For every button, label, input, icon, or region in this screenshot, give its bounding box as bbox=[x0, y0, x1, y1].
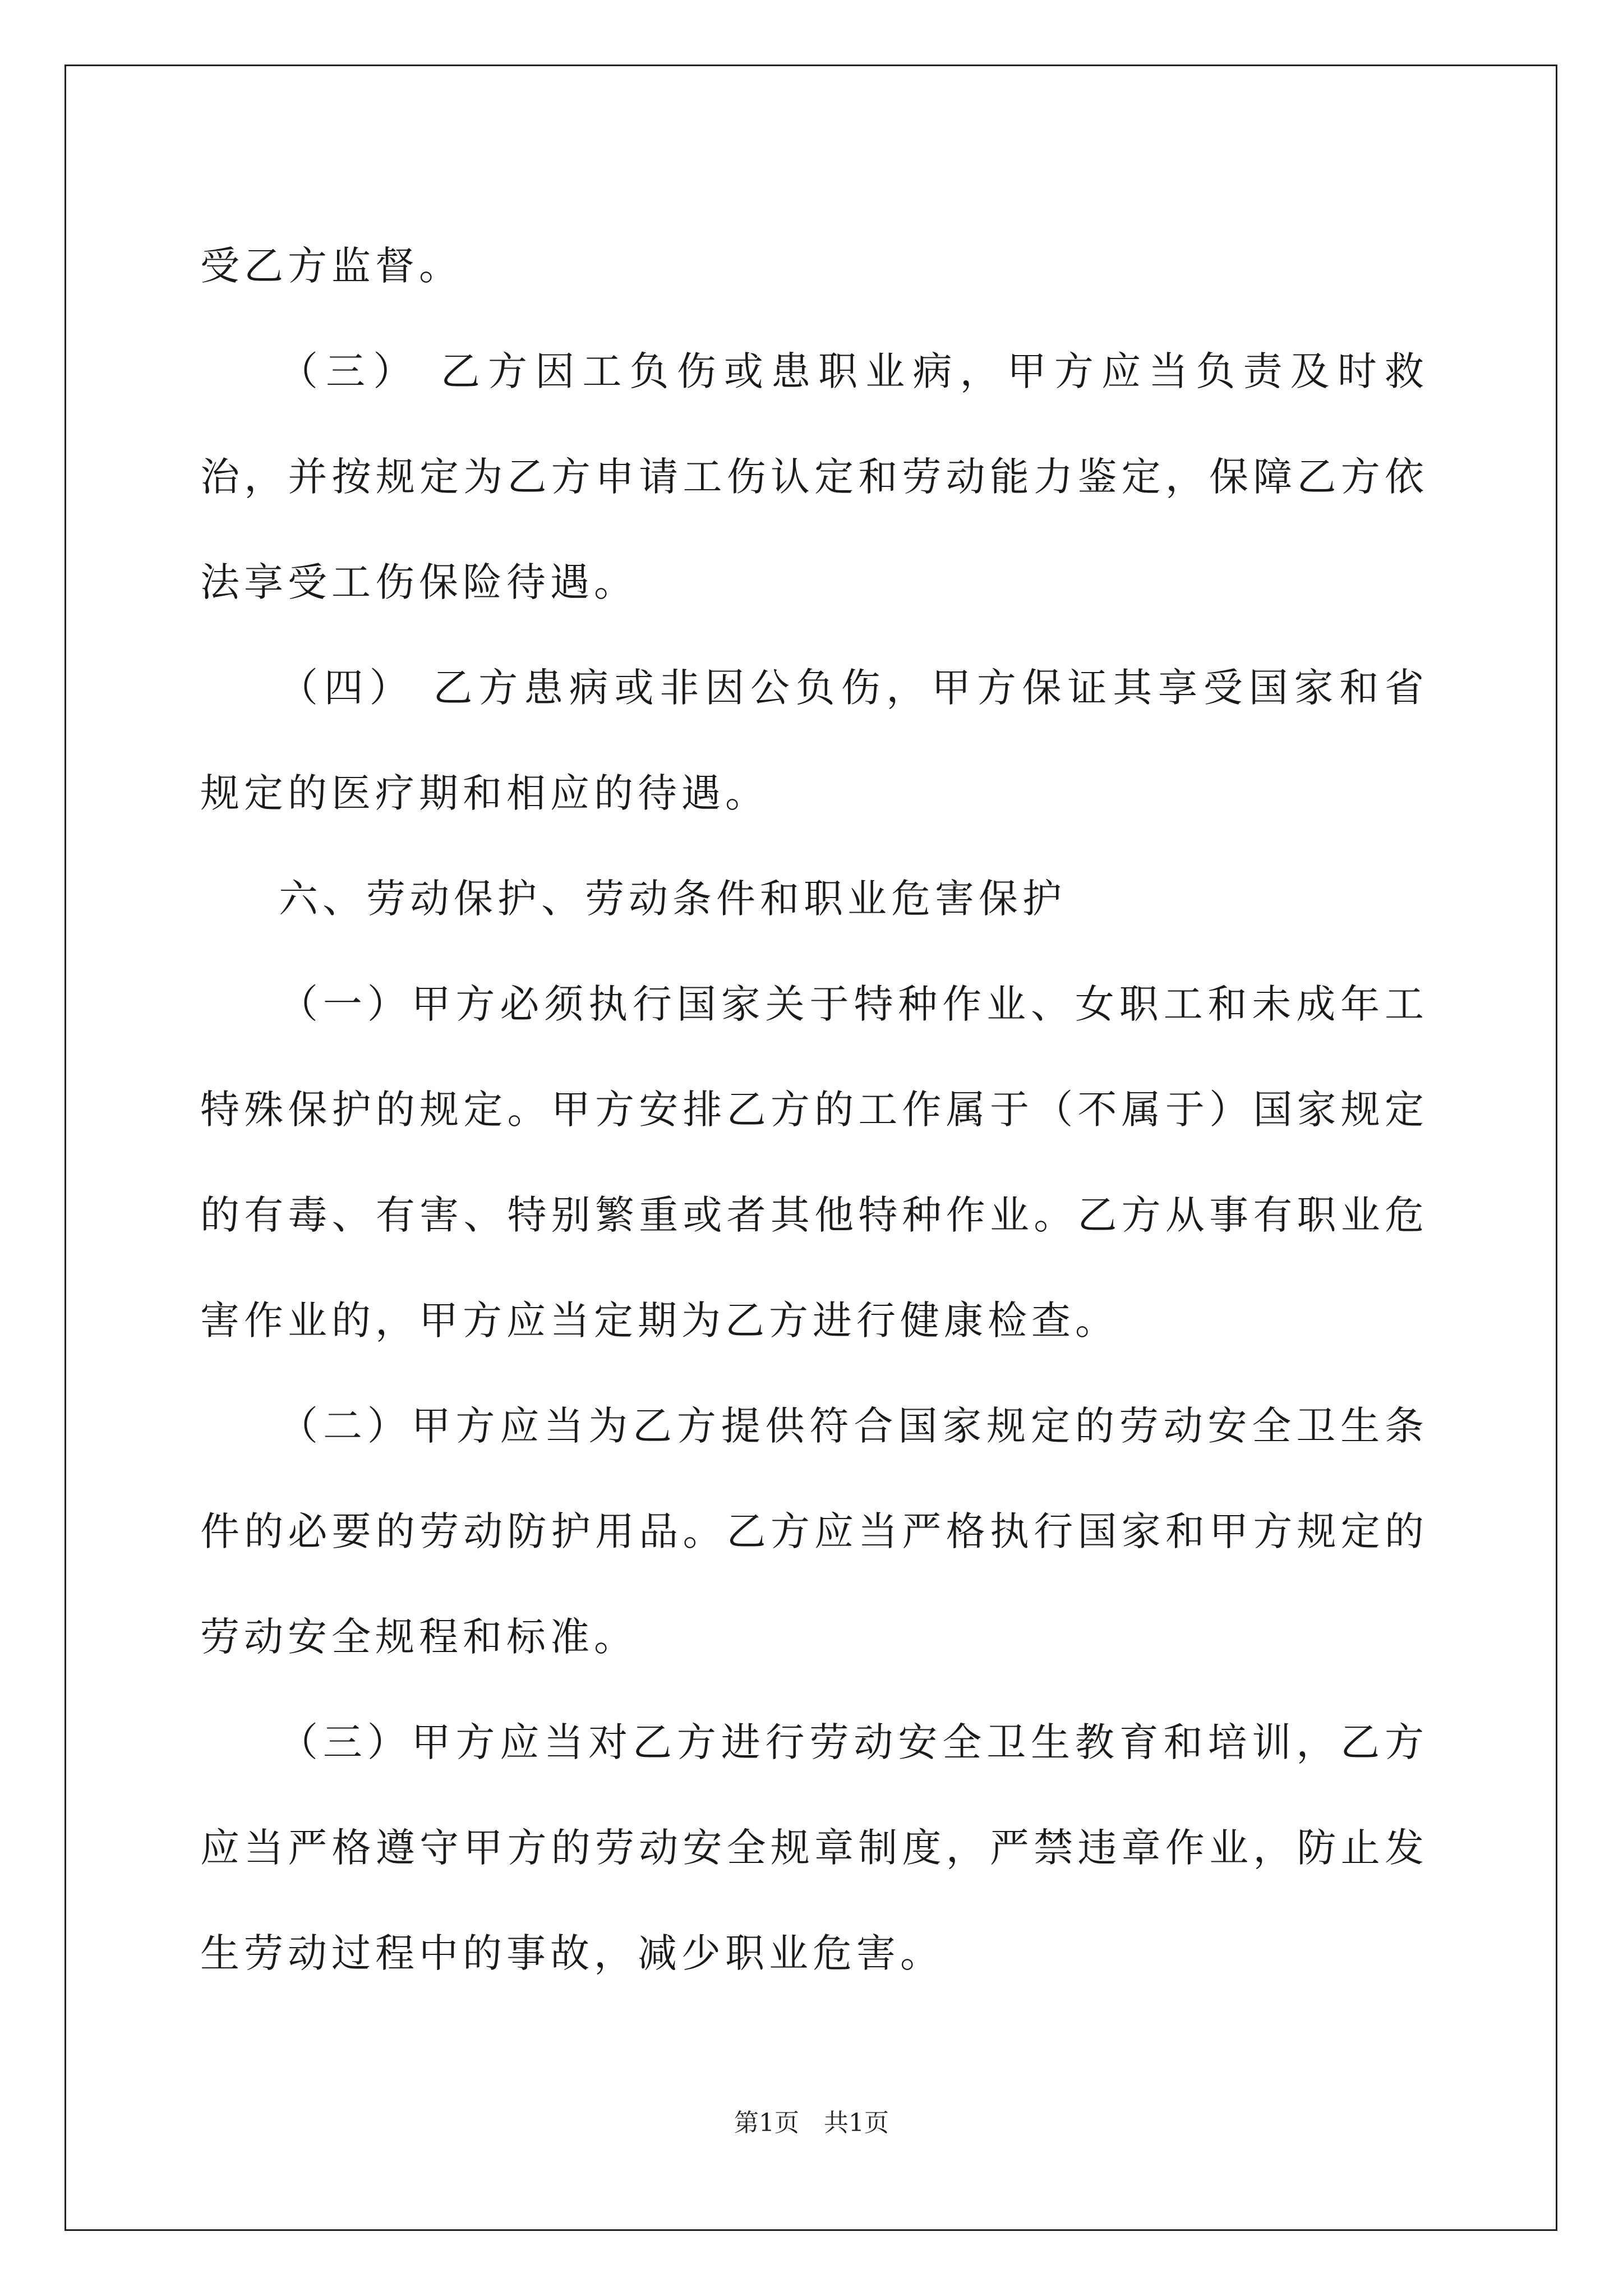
page-footer: 第1页 共1页 bbox=[734, 2109, 889, 2137]
paragraph-4: （一）甲方必须执行国家关于特种作业、女职工和未成年工特殊保护的规定。甲方安排乙方的工作属于（不属于）国家规定的有毒、有害、特别繁重或者其他特种作业。乙方从事有职业危害作业的，甲方应当定期为乙方进行健康检查。 bbox=[200, 981, 1428, 1343]
paragraph-2: （三） 乙方因工负伤或患职业病，甲方应当负责及时救治，并按规定为乙方申请工伤认定和劳动能力鉴定，保障乙方依法享受工伤保险待遇。 bbox=[200, 348, 1428, 605]
paragraph-1: 受乙方监督。 bbox=[200, 243, 463, 289]
paragraph-3: （四） 乙方患病或非因公负伤，甲方保证其享受国家和省规定的医疗期和相应的待遇。 bbox=[200, 665, 1428, 816]
paragraph-6: （三）甲方应当对乙方进行劳动安全卫生教育和培训，乙方应当严格遵守甲方的劳动安全规章制度，严禁违章作业，防止发生劳动过程中的事故，减少职业危害。 bbox=[200, 1719, 1428, 1976]
section-heading: 六、劳动保护、劳动条件和职业危害保护 bbox=[279, 876, 1066, 922]
document-body bbox=[200, 213, 1428, 2006]
paragraph-5: （二）甲方应当为乙方提供符合国家规定的劳动安全卫生条件的必要的劳动防护用品。乙方应当严格执行国家和甲方规定的劳动安全规程和标准。 bbox=[200, 1403, 1428, 1660]
